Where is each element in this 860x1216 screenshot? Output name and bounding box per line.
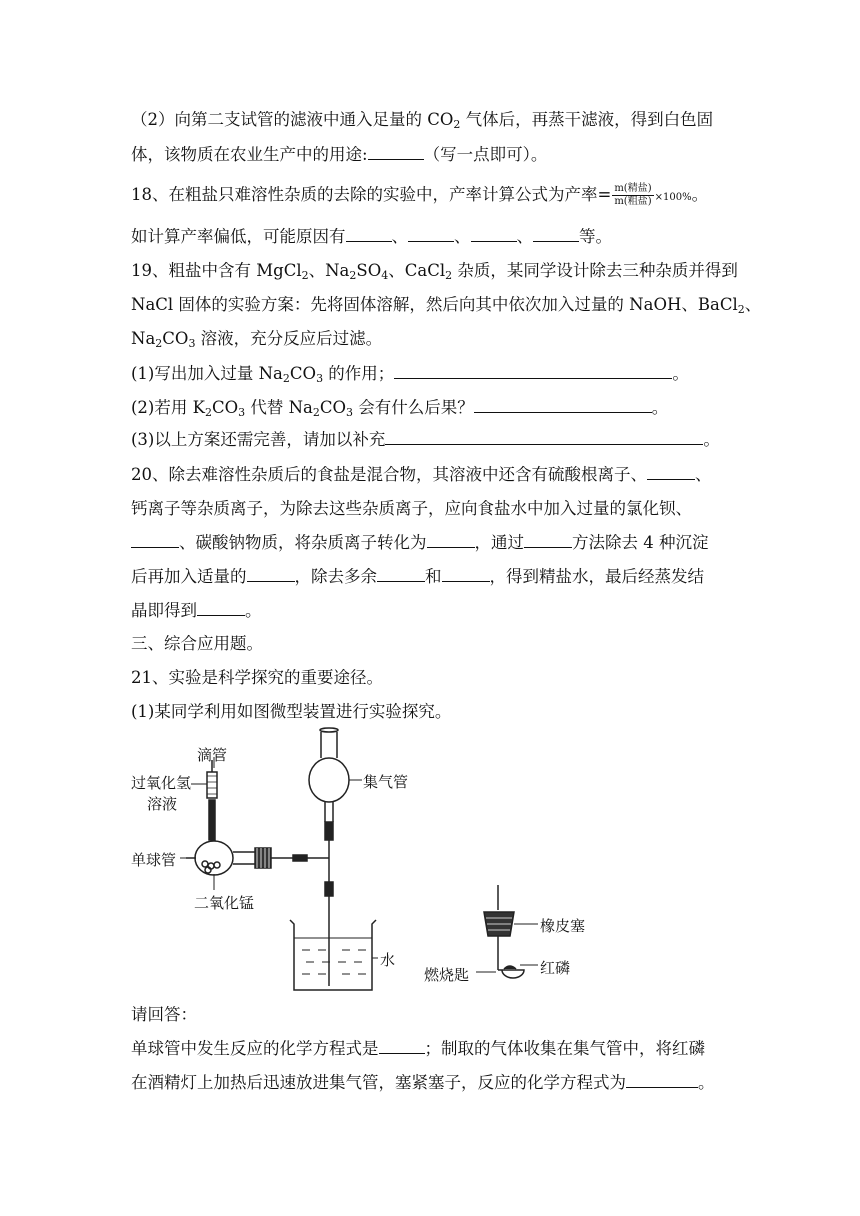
subscript: 2 (453, 118, 461, 131)
text: 杂质，某同学设计除去三种杂质并得到 (452, 261, 738, 280)
text: Na (131, 329, 156, 348)
text: 和 (425, 567, 442, 586)
answer-blank[interactable] (626, 1073, 698, 1088)
text: 、碳酸钠物质，将杂质离子转化为 (179, 533, 427, 552)
text: SO (356, 261, 382, 280)
text: 晶即得到 (131, 601, 197, 620)
label-h2o2-2: 溶液 (147, 795, 178, 813)
text: 体，该物质在农业生产中的用途: (131, 145, 368, 164)
label-spoon: 燃烧匙 (424, 966, 470, 984)
label-h2o2-1: 过氧化氢 (131, 774, 192, 792)
text: 代替 Na (245, 398, 313, 417)
text: 等。 (579, 227, 612, 246)
subscript: 2 (349, 269, 357, 282)
text: 钙离子等杂质离子，为除去这些杂质离子，应向食盐水中加入过量的氯化钡、 (131, 499, 692, 518)
subscript: 2 (737, 303, 745, 316)
text: 。 (691, 185, 709, 204)
text: 、 (744, 295, 762, 314)
subscript: 4 (381, 269, 389, 282)
text: CO (162, 329, 189, 348)
gas-tube-neck (321, 732, 337, 758)
subscript: 3 (346, 406, 354, 419)
label-gas-tube: 集气管 (363, 773, 409, 791)
text: 、 (454, 227, 471, 246)
bulb-tube-walls (186, 852, 255, 864)
combustion-spoon (498, 970, 524, 978)
subscript: 2 (282, 372, 290, 385)
text: 。 (698, 1073, 715, 1092)
mno2-particle (214, 862, 220, 868)
dropper-scale (207, 776, 217, 794)
label-stopper: 橡皮塞 (540, 917, 586, 935)
text: (1)写出加入过量 Na (131, 364, 283, 383)
prompt-answer (131, 1003, 736, 1027)
text: 19、粗盐中含有 MgCl (131, 261, 302, 280)
fraction-numerator: m(精盐) (614, 183, 652, 194)
text: CO (289, 364, 317, 383)
text: CO (319, 398, 347, 417)
text: 18、在粗盐只难溶性杂质的去除的实验中，产率计算公式为产率= (131, 185, 612, 204)
text: 。 (651, 398, 669, 417)
tube-joint (293, 855, 307, 861)
mno2-particle (202, 861, 208, 867)
text: NaCl 固体的实验方案：先将固体溶解，然后向其中依次加入过量的 NaOH、BaCl (131, 295, 738, 314)
subscript: 2 (312, 406, 320, 419)
text: (2)若用 K (131, 398, 205, 417)
subscript: 2 (204, 406, 212, 419)
subscript: 2 (155, 337, 163, 350)
text: 。 (703, 430, 720, 449)
text: (3)以上方案还需完善，请加以补充 (131, 430, 386, 449)
dropper-connector (209, 800, 215, 840)
label-dropper: 滴管 (197, 746, 228, 764)
text: 21、实验是科学探究的重要途径。 (131, 668, 383, 687)
bulb (195, 841, 233, 875)
text: 、 (391, 227, 408, 246)
gas-tube-mouth (320, 728, 338, 732)
gas-tube-joint (325, 822, 333, 840)
text: 。 (245, 601, 262, 620)
question-21-answer-line2 (131, 1071, 736, 1095)
text: 的作用； (323, 364, 395, 383)
text: 单球管中发生反应的化学方程式是 (131, 1039, 379, 1058)
gas-tube-bulb (309, 758, 349, 802)
gas-tube-stem (325, 802, 333, 822)
text: 如计算产率偏低，可能原因有 (131, 227, 346, 246)
subscript: 2 (301, 269, 309, 282)
text: 、 (516, 227, 533, 246)
text: 、 (695, 465, 712, 484)
question-21-answer-line1 (131, 1037, 736, 1061)
text: ，除去多余 (294, 567, 377, 586)
text: ，得到精盐水，最后经蒸发结 (489, 567, 704, 586)
text: CO (211, 398, 239, 417)
label-bulb-tube: 单球管 (131, 851, 177, 869)
beaker (290, 920, 376, 990)
text: 、Na (308, 261, 350, 280)
text: ，通过 (474, 533, 524, 552)
text: 会有什么后果？ (353, 398, 474, 417)
text: ；制取的气体收集在集气管中，将红磷 (424, 1039, 705, 1058)
text: 气体后，再蒸干滤液，得到白色固 (460, 110, 714, 129)
text: 溶液，充分反应后过滤。 (195, 329, 383, 348)
text: (1)某同学利用如图微型装置进行实验探究。 (131, 702, 452, 721)
label-mno2: 二氧化锰 (194, 894, 255, 912)
text: 后再加入适量的 (131, 567, 247, 586)
label-red-phosphorus: 红磷 (540, 959, 571, 977)
down-tube-joint (325, 882, 333, 896)
fraction-denominator: m(粗盐) (614, 196, 652, 207)
text: 、CaCl (388, 261, 446, 280)
percent-factor: ×100% (654, 192, 692, 203)
text: 。 (672, 364, 689, 383)
text: 在酒精灯上加热后迅速放进集气管，塞紧塞子，反应的化学方程式为 (131, 1073, 626, 1092)
water-hatching (302, 950, 366, 974)
subscript: 3 (238, 406, 246, 419)
text: 20、除去难溶性杂质后的食盐是混合物，其溶液中还含有硫酸根离子、 (131, 465, 647, 484)
subscript: 2 (445, 269, 453, 282)
red-phosphorus (504, 966, 516, 969)
text: 请回答： (131, 1005, 197, 1024)
subscript: 3 (188, 337, 196, 350)
text: （写一点即可）。 (423, 145, 548, 164)
text: （2）向第二支试管的滤液中通入足量的 CO (131, 110, 454, 129)
text: 三、综合应用题。 (131, 634, 263, 653)
answer-blank[interactable] (379, 1039, 425, 1054)
subscript: 3 (316, 372, 324, 385)
label-water: 水 (380, 951, 396, 969)
text: 方法除去 4 种沉淀 (572, 533, 709, 552)
